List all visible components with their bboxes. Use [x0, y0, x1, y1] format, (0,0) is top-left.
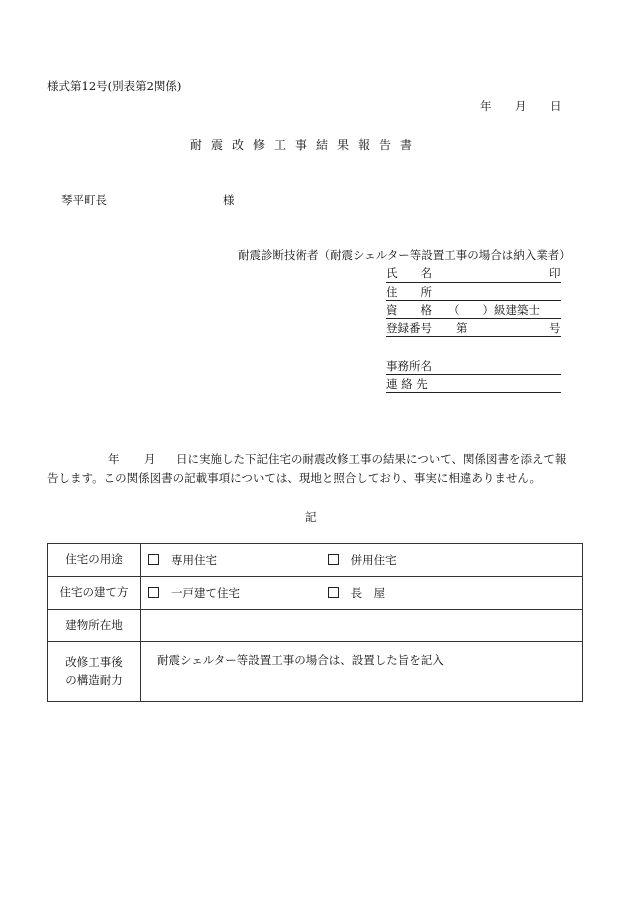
- addressee-honorific: 様: [223, 193, 235, 207]
- reporter-address-line[interactable]: [386, 300, 561, 301]
- date-day: 日: [550, 99, 562, 113]
- usage-row: [48, 544, 583, 577]
- location-value[interactable]: [141, 610, 583, 642]
- reporter-qualification-label: 資 格: [386, 303, 432, 317]
- body-year: 年: [108, 452, 120, 466]
- usage-option-combined-label: 併用住宅: [350, 553, 397, 567]
- checkbox-icon[interactable]: [148, 554, 159, 565]
- strength-label-line2: の構造耐力: [65, 672, 123, 687]
- strength-value[interactable]: [141, 642, 583, 702]
- build-type-label: 住宅の建て方: [48, 577, 141, 610]
- strength-label: [48, 642, 141, 702]
- body-month: 月: [144, 452, 156, 466]
- strength-note: 耐震シェルター等設置工事の場合は、設置した旨を記入: [157, 653, 444, 667]
- reporter-contact-line[interactable]: [386, 392, 561, 393]
- reporter-contact-label: 連 絡 先: [386, 377, 428, 391]
- checkbox-icon[interactable]: [148, 587, 159, 598]
- reporter-qualification-line[interactable]: [386, 318, 561, 319]
- document-title: 耐震改修工事結果報告書: [190, 138, 422, 152]
- build-type-option-row-house[interactable]: [328, 585, 386, 601]
- registration-prefix: 第: [456, 321, 468, 335]
- reporter-registration-line[interactable]: [386, 336, 561, 337]
- build-type-value: [141, 577, 583, 610]
- build-type-option-row-house-label: 長 屋: [350, 586, 386, 600]
- usage-option-combined[interactable]: [328, 552, 397, 568]
- checkbox-icon[interactable]: [328, 554, 339, 565]
- location-row: [48, 610, 583, 642]
- reporter-office-line[interactable]: [386, 374, 561, 375]
- body-line1: 日に実施した下記住宅の耐震改修工事の結果について、関係図書を添えて報: [176, 452, 567, 466]
- record-table: [47, 543, 583, 702]
- build-type-option-detached[interactable]: [148, 585, 324, 601]
- reporter-name-label: 氏 名: [386, 266, 432, 280]
- date-month: 月: [515, 99, 527, 113]
- usage-option-exclusive-label: 専用住宅: [171, 553, 217, 567]
- reporter-qualification-value: （ ）級建築士: [448, 303, 540, 317]
- location-label: 建物所在地: [48, 610, 141, 642]
- registration-suffix: 号: [549, 321, 561, 335]
- addressee-name: 琴平町長: [61, 193, 107, 207]
- seal-mark: 印: [549, 266, 561, 280]
- reporter-registration-label: 登録番号: [386, 321, 432, 335]
- reporter-heading: 耐震診断技術者（耐震シェルター等設置工事の場合は納入業者）: [238, 248, 571, 262]
- reporter-address-label: 住 所: [386, 285, 432, 299]
- checkbox-icon[interactable]: [328, 587, 339, 598]
- ki-heading: 記: [305, 510, 317, 524]
- form-number: 様式第12号(別表第2関係): [47, 79, 182, 93]
- usage-label: 住宅の用途: [48, 544, 141, 577]
- usage-value: [141, 544, 583, 577]
- date-year: 年: [480, 99, 492, 113]
- build-type-row: [48, 577, 583, 610]
- strength-label-line1: 改修工事後: [65, 654, 123, 669]
- build-type-option-detached-label: 一戸建て住宅: [171, 586, 240, 600]
- body-line2: 告します。この関係図書の記載事項については、現地と照合しており、事実に相違ありません。: [47, 471, 542, 485]
- reporter-office-label: 事務所名: [386, 359, 432, 373]
- strength-row: [48, 642, 583, 702]
- usage-option-exclusive[interactable]: [148, 552, 324, 568]
- reporter-name-line[interactable]: [386, 282, 561, 283]
